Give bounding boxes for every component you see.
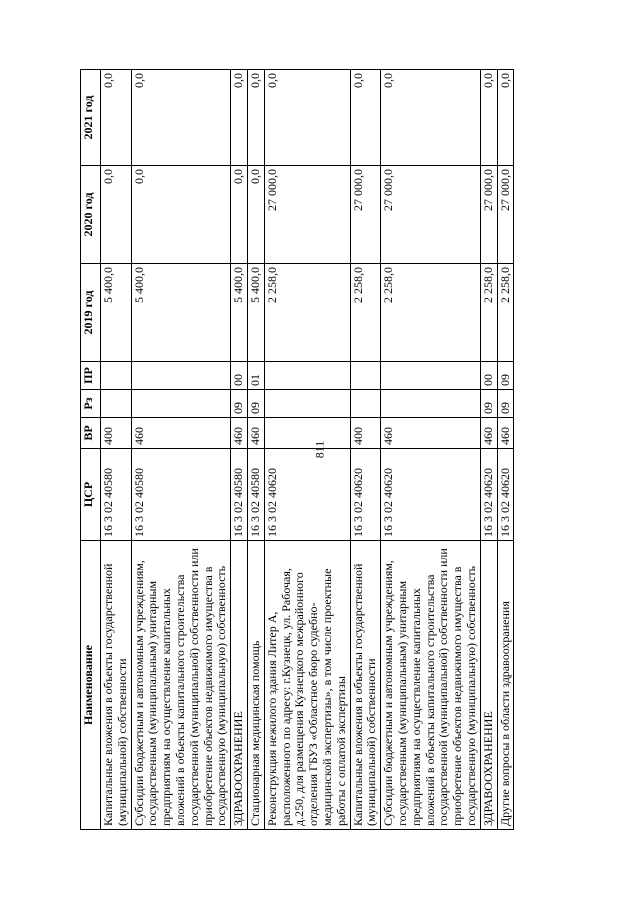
cell-rz: 09 [497, 390, 514, 418]
header-2021: 2021 год [81, 70, 101, 166]
cell-2020: 27 000,0 [497, 166, 514, 264]
cell-vr: 460 [497, 418, 514, 449]
cell-2020: 0,0 [231, 166, 248, 264]
cell-name: ЗДРАВООХРАНЕНИЕ [480, 541, 497, 830]
cell-2020: 27 000,0 [264, 166, 350, 264]
cell-csr: 16 3 02 40580 [101, 449, 132, 541]
table-row [381, 70, 481, 830]
cell-2019: 5 400,0 [131, 264, 231, 362]
cell-2020: 27 000,0 [480, 166, 497, 264]
cell-pr: 00 [231, 362, 248, 390]
cell-2021: 0,0 [231, 70, 248, 166]
cell-2020: 0,0 [131, 166, 231, 264]
cell-name: Субсидии бюджетным и автономным учреждениям, государственным (муниципальным) унитарным предприятиям на осуществление капитальных вложений в объекты капитального строительства государственной (муниципальной) собственности или приобретение объектов недвижимого имущества в государственную (муниципальную) собственность [381, 541, 481, 830]
cell-2019: 2 258,0 [480, 264, 497, 362]
cell-pr [264, 362, 350, 390]
cell-2021: 0,0 [480, 70, 497, 166]
cell-vr: 460 [231, 418, 248, 449]
table-row [131, 70, 231, 830]
header-2019: 2019 год [81, 264, 101, 362]
cell-rz [101, 390, 132, 418]
cell-vr: 400 [350, 418, 381, 449]
cell-2020: 0,0 [101, 166, 132, 264]
cell-vr: 400 [101, 418, 132, 449]
table-row [497, 70, 514, 830]
cell-name: Стационарная медицинская помощь [247, 541, 264, 830]
cell-vr: 460 [381, 418, 481, 449]
cell-name: Субсидии бюджетным и автономным учреждениям, государственным (муниципальным) унитарным предприятиям на осуществление капитальных вложений в объекты капитального строительства государственной (муниципальной) собственности или приобретение объектов недвижимого имущества в государственную (муниципальную) собственность [131, 541, 231, 830]
header-rz: Рз [81, 390, 101, 418]
cell-csr: 16 3 02 40580 [131, 449, 231, 541]
header-name: Наименование [81, 541, 101, 830]
cell-rz [381, 390, 481, 418]
header-csr: ЦСР [81, 449, 101, 541]
cell-pr: 09 [497, 362, 514, 390]
cell-pr [131, 362, 231, 390]
cell-2021: 0,0 [350, 70, 381, 166]
budget-table [80, 69, 514, 830]
cell-2021: 0,0 [381, 70, 481, 166]
cell-2019: 2 258,0 [350, 264, 381, 362]
header-vr: ВР [81, 418, 101, 449]
cell-pr: 01 [247, 362, 264, 390]
cell-vr [264, 418, 350, 449]
cell-csr: 16 3 02 40620 [264, 449, 350, 541]
cell-2019: 2 258,0 [264, 264, 350, 362]
cell-2021: 0,0 [247, 70, 264, 166]
table-row [101, 70, 132, 830]
cell-csr: 16 3 02 40580 [247, 449, 264, 541]
cell-csr: 16 3 02 40580 [231, 449, 248, 541]
cell-name: Капитальные вложения в объекты государственной (муниципальной) собственности [101, 541, 132, 830]
cell-2019: 5 400,0 [101, 264, 132, 362]
cell-name: Другие вопросы в области здравоохранения [497, 541, 514, 830]
cell-rz: 09 [247, 390, 264, 418]
table-row [350, 70, 381, 830]
cell-2020: 27 000,0 [350, 166, 381, 264]
cell-2020: 27 000,0 [381, 166, 481, 264]
rotated-table-container [80, 70, 580, 830]
header-row [81, 70, 101, 830]
cell-2021: 0,0 [101, 70, 132, 166]
cell-pr: 00 [480, 362, 497, 390]
cell-csr: 16 3 02 40620 [381, 449, 481, 541]
header-pr: ПР [81, 362, 101, 390]
cell-2019: 5 400,0 [231, 264, 248, 362]
cell-name: Реконструкция нежилого здания Литер А, расположенного по адресу: г.Кузнецк, ул. Рабочая, д.250, для размещения Кузнецкого межрайонного отделения ГБУЗ «Областное бюро судебно-медицинской экспертизы», в том числе проектные работы с оплатой экспертизы [264, 541, 350, 830]
cell-name: ЗДРАВООХРАНЕНИЕ [231, 541, 248, 830]
cell-name: Капитальные вложения в объекты государственной (муниципальной) собственности [350, 541, 381, 830]
cell-2020: 0,0 [247, 166, 264, 264]
cell-vr: 460 [131, 418, 231, 449]
table-row [264, 70, 350, 830]
cell-rz: 09 [480, 390, 497, 418]
cell-vr: 460 [480, 418, 497, 449]
cell-rz: 09 [231, 390, 248, 418]
cell-2021: 0,0 [131, 70, 231, 166]
table-row [480, 70, 497, 830]
cell-rz [131, 390, 231, 418]
cell-csr: 16 3 02 40620 [497, 449, 514, 541]
cell-vr: 460 [247, 418, 264, 449]
table-row [247, 70, 264, 830]
cell-2019: 5 400,0 [247, 264, 264, 362]
cell-pr [350, 362, 381, 390]
cell-csr: 16 3 02 40620 [350, 449, 381, 541]
cell-pr [381, 362, 481, 390]
header-2020: 2020 год [81, 166, 101, 264]
page-number: 811 [312, 440, 327, 459]
cell-2021: 0,0 [497, 70, 514, 166]
cell-2019: 2 258,0 [497, 264, 514, 362]
cell-2021: 0,0 [264, 70, 350, 166]
cell-rz [350, 390, 381, 418]
cell-csr: 16 3 02 40620 [480, 449, 497, 541]
cell-pr [101, 362, 132, 390]
cell-rz [264, 390, 350, 418]
cell-2019: 2 258,0 [381, 264, 481, 362]
table-row [231, 70, 248, 830]
